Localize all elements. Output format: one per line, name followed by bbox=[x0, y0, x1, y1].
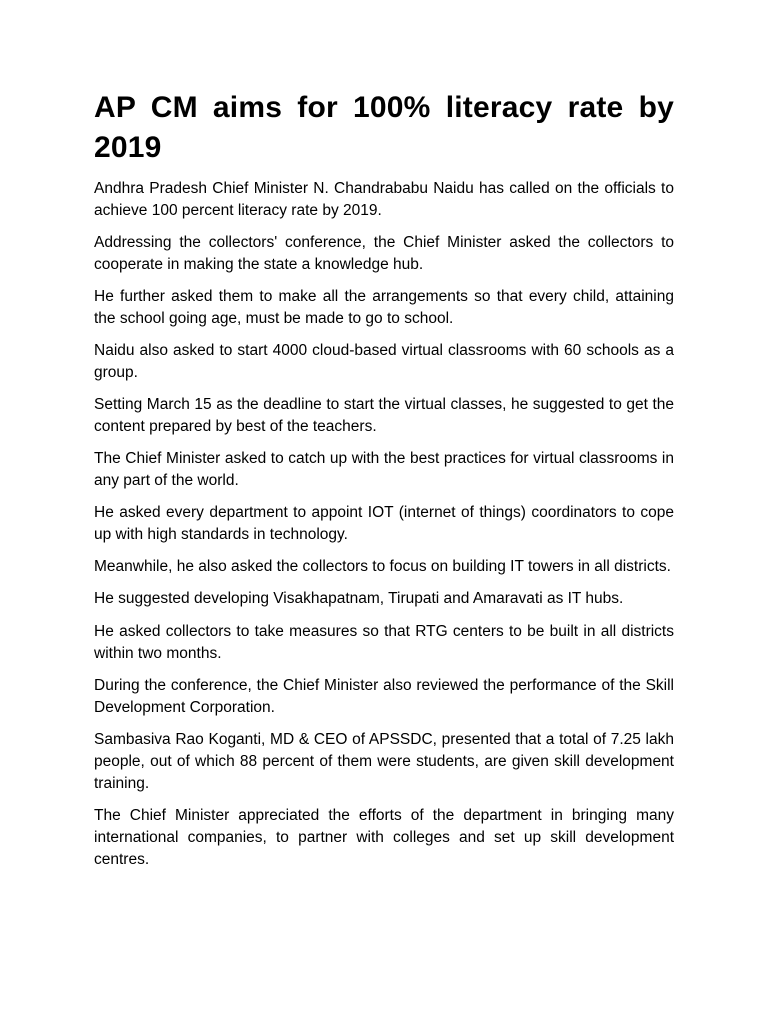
paragraph: Meanwhile, he also asked the collectors to focus on building IT towers in all districts. bbox=[94, 558, 671, 575]
paragraph: Addressing the collectors' conference, the Chief Minister asked the collectors to cooperate in making the state a knowledge hub. bbox=[94, 234, 674, 273]
title-line-2: 2019 bbox=[94, 131, 162, 164]
paragraph: Sambasiva Rao Koganti, MD & CEO of APSSDC, presented that a total of 7.25 lakh people, out of which 88 percent of them were students, are given skill development training. bbox=[94, 731, 674, 792]
paragraph: The Chief Minister appreciated the efforts of the department in bringing many international companies, to partner with colleges and set up skill development centres. bbox=[94, 807, 674, 868]
article bbox=[94, 88, 674, 881]
paragraph: Setting March 15 as the deadline to start the virtual classes, he suggested to get the content prepared by best of the teachers. bbox=[94, 396, 674, 435]
title-line-1: AP CM aims for 100% literacy rate by bbox=[94, 91, 674, 124]
paragraph: During the conference, the Chief Minister also reviewed the performance of the Skill Development Corporation. bbox=[94, 677, 674, 716]
paragraph: Andhra Pradesh Chief Minister N. Chandrababu Naidu has called on the officials to achieve 100 percent literacy rate by 2019. bbox=[94, 180, 674, 219]
paragraph: He suggested developing Visakhapatnam, Tirupati and Amaravati as IT hubs. bbox=[94, 590, 624, 607]
article-title bbox=[94, 88, 674, 168]
paragraph: He asked every department to appoint IOT (internet of things) coordinators to cope up with high standards in technology. bbox=[94, 504, 674, 543]
paragraph: Naidu also asked to start 4000 cloud-based virtual classrooms with 60 schools as a group. bbox=[94, 342, 674, 381]
paragraph: He asked collectors to take measures so that RTG centers to be built in all districts within two months. bbox=[94, 623, 674, 662]
paragraph: The Chief Minister asked to catch up with the best practices for virtual classrooms in any part of the world. bbox=[94, 450, 674, 489]
paragraph: He further asked them to make all the arrangements so that every child, attaining the school going age, must be made to go to school. bbox=[94, 288, 674, 327]
